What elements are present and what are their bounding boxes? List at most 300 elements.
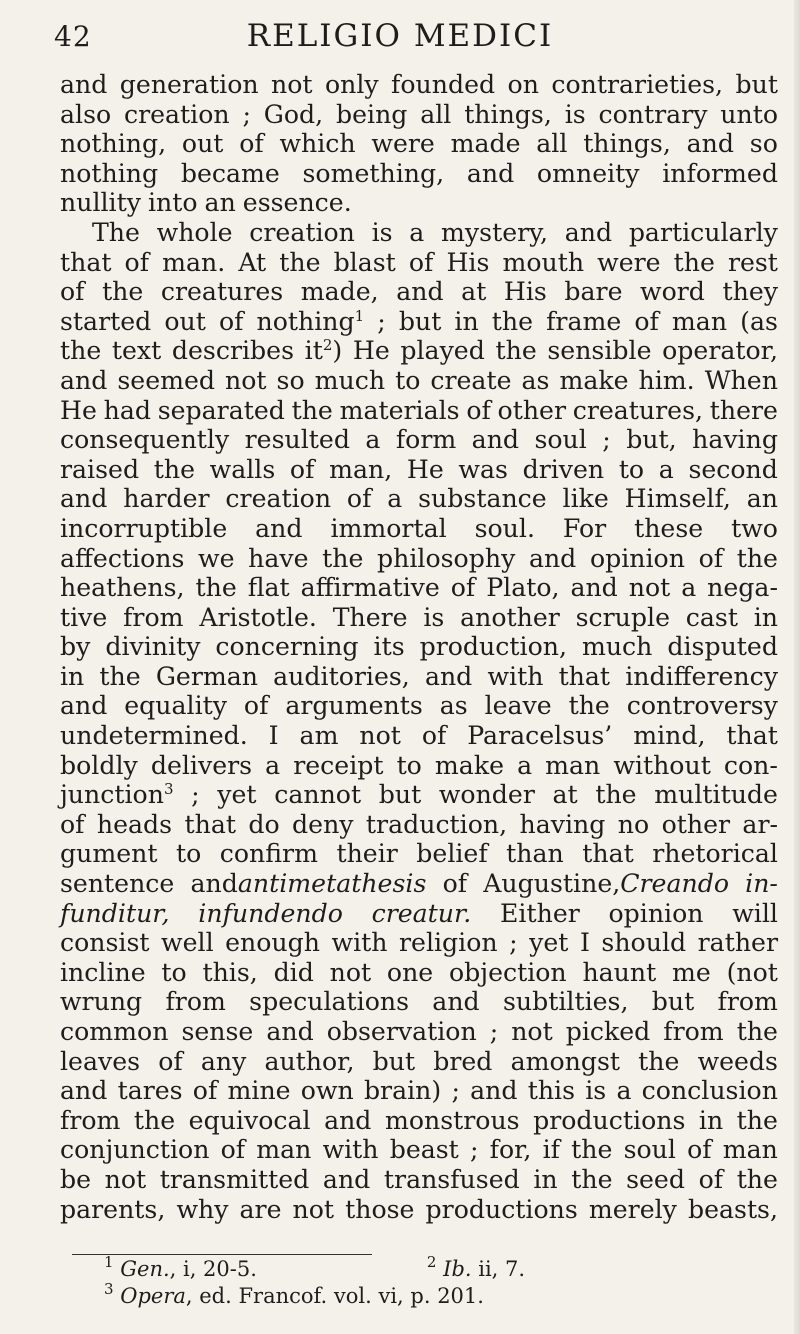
- word: [565, 218, 612, 248]
- word: [460, 603, 560, 633]
- word: [688, 1195, 778, 1225]
- word: [160, 1165, 310, 1195]
- word: [705, 366, 778, 396]
- text-run: from: [123, 602, 184, 632]
- text-run: also: [60, 99, 112, 129]
- text-line: [60, 1135, 778, 1165]
- text-run: that: [60, 247, 112, 277]
- text-run: subtilties,: [502, 987, 629, 1017]
- text-run: indifferency: [625, 661, 778, 691]
- text-run: word: [640, 277, 705, 307]
- word: [475, 514, 535, 544]
- word: [279, 248, 320, 278]
- text-run: and: [466, 158, 515, 188]
- word: [60, 248, 111, 278]
- text-run: contrary: [598, 99, 708, 129]
- text-run: the: [322, 543, 364, 573]
- word: [566, 1017, 651, 1047]
- word: [692, 425, 778, 455]
- text-run: Either: [500, 898, 580, 928]
- word: [181, 159, 280, 189]
- word: [176, 1195, 228, 1225]
- text-run: creation: [123, 99, 230, 129]
- word: [731, 514, 778, 544]
- word: [467, 721, 612, 751]
- word: [495, 336, 536, 366]
- word: [674, 248, 715, 278]
- text-line: [60, 869, 778, 899]
- word: [490, 1135, 532, 1165]
- word: [301, 1076, 354, 1106]
- word: [215, 632, 358, 662]
- word: [590, 544, 685, 574]
- word: [659, 455, 674, 485]
- word: [228, 1076, 291, 1106]
- text-run: not: [329, 957, 372, 987]
- text-line: [60, 958, 778, 988]
- word: [332, 928, 388, 958]
- text-run: productions: [533, 1105, 686, 1135]
- text-run: whole: [156, 217, 233, 247]
- text-line: [60, 662, 778, 692]
- word: [377, 544, 515, 574]
- word: [124, 691, 227, 721]
- text-run: God,: [263, 99, 324, 129]
- word: [686, 603, 738, 633]
- text-run: monstrous: [384, 1105, 520, 1135]
- word: [559, 662, 610, 692]
- text-run: transmitted: [159, 1164, 310, 1194]
- word: [511, 1017, 553, 1047]
- text-run: with: [487, 661, 544, 691]
- page-header: [0, 14, 800, 58]
- word: [245, 425, 350, 455]
- text-run: out: [164, 306, 206, 336]
- text-run: the: [736, 1105, 778, 1135]
- text-run: receipt: [293, 750, 384, 780]
- text-run: of: [421, 721, 447, 751]
- text-run: in: [753, 602, 778, 632]
- word: [325, 70, 379, 100]
- word: [265, 751, 280, 781]
- text-run: second: [688, 454, 778, 484]
- word: [595, 780, 636, 810]
- text-line: [60, 721, 778, 751]
- text-run: mystery,: [441, 217, 549, 247]
- text-run: no: [617, 809, 650, 839]
- footnote-ref: , ed. Francof. vol. vi, p. 201.: [185, 1284, 484, 1308]
- word: [105, 632, 200, 662]
- text-run: belief: [416, 839, 488, 869]
- text-line: [60, 307, 778, 337]
- text-run: a: [616, 1076, 632, 1106]
- word: [629, 573, 671, 603]
- text-run: from: [663, 1017, 724, 1046]
- text-run: the: [736, 1164, 778, 1194]
- word: [503, 987, 629, 1017]
- text-run: a: [409, 217, 425, 247]
- text-run: bare: [564, 277, 623, 307]
- text-line: [60, 159, 778, 189]
- text-run: that: [582, 839, 634, 869]
- word: [433, 1047, 492, 1077]
- text-run: another: [460, 602, 560, 632]
- word: [502, 248, 584, 278]
- word: [435, 751, 504, 781]
- text-run: the: [736, 543, 778, 573]
- word: [198, 544, 234, 574]
- text-run: the: [638, 1046, 680, 1076]
- word: [624, 1135, 676, 1165]
- word: [754, 603, 778, 633]
- word: [191, 869, 427, 899]
- word: [60, 336, 101, 366]
- word: [249, 218, 355, 248]
- text-run: the: [673, 247, 715, 277]
- text-line: [60, 573, 778, 603]
- word: [199, 603, 317, 633]
- word: [60, 484, 107, 514]
- text-run: seemed: [117, 365, 216, 395]
- italic-text: funditur,: [60, 898, 170, 928]
- word: [443, 869, 468, 899]
- body-text: [60, 70, 778, 1224]
- text-run: blast: [333, 247, 396, 277]
- text-run: He: [352, 336, 390, 366]
- italic-text: in-: [745, 869, 778, 899]
- text-run: contrarieties,: [551, 70, 724, 99]
- text-line: [60, 129, 778, 159]
- text-run: are: [239, 1194, 282, 1224]
- text-run: speculations: [249, 987, 410, 1017]
- word: [301, 573, 440, 603]
- word: [492, 307, 533, 337]
- word: [569, 691, 610, 721]
- text-run: well: [161, 928, 214, 958]
- word: [745, 869, 778, 899]
- text-line: [60, 366, 778, 396]
- word: [248, 573, 290, 603]
- text-run: on: [507, 70, 539, 99]
- text-run: with: [322, 1135, 379, 1165]
- word: [205, 188, 236, 218]
- text-run: delivers: [150, 750, 253, 780]
- text-run: not: [359, 721, 401, 751]
- text-run: and: [686, 129, 735, 159]
- running-title: RELIGIO MEDICI: [246, 18, 554, 54]
- text-run: observation: [326, 1017, 477, 1046]
- text-run: founded: [391, 70, 496, 99]
- text-line: [60, 810, 778, 840]
- text-run: ;: [489, 1017, 499, 1046]
- word: [506, 839, 564, 869]
- word: [377, 307, 386, 337]
- text-run: incorruptible: [60, 513, 228, 543]
- text-run: do: [248, 809, 280, 839]
- text-line: [60, 514, 778, 544]
- word: [333, 603, 408, 633]
- word: [374, 632, 405, 662]
- text-run: consequently: [60, 425, 230, 455]
- word: [737, 1165, 778, 1195]
- word: [416, 839, 487, 869]
- text-run: the: [153, 454, 195, 484]
- word: [125, 248, 150, 278]
- word: [608, 899, 703, 929]
- word: [60, 129, 166, 159]
- word: [639, 366, 695, 396]
- text-run: not: [292, 1194, 335, 1224]
- text-run: leave: [484, 691, 552, 721]
- text-run: Aristotle.: [199, 602, 317, 632]
- text-run: walls: [209, 454, 276, 484]
- text-run: is: [423, 602, 445, 632]
- word: [724, 751, 778, 781]
- word: [662, 159, 778, 189]
- text-run: consist: [60, 928, 150, 958]
- text-run: haunt: [582, 957, 657, 987]
- word: [225, 366, 267, 396]
- text-run: nothing: [256, 306, 355, 336]
- text-run: philosophy: [377, 543, 516, 573]
- word: [202, 958, 257, 988]
- text-run: confirm: [219, 839, 318, 869]
- word: [148, 188, 198, 218]
- word: [158, 1047, 183, 1077]
- word: [629, 218, 778, 248]
- text-run: were: [371, 129, 435, 159]
- word: junction3: [60, 780, 174, 810]
- word: [534, 425, 586, 455]
- text-run: German: [155, 661, 259, 691]
- word: [60, 899, 170, 929]
- text-run: the: [60, 336, 102, 366]
- word: [198, 899, 343, 929]
- word: [60, 544, 184, 574]
- word: [315, 366, 385, 396]
- footnote-source: Ib.: [443, 1257, 472, 1281]
- text-run: rather: [697, 928, 778, 958]
- word: [634, 514, 703, 544]
- text-run: all: [536, 129, 568, 159]
- text-run: without: [613, 750, 711, 780]
- text-line: [60, 987, 778, 1017]
- word: [451, 129, 521, 159]
- text-run: should: [601, 928, 687, 958]
- word: [551, 70, 723, 100]
- text-run: of: [60, 809, 85, 839]
- text-run: of: [634, 306, 659, 336]
- word: [418, 484, 547, 514]
- word: [330, 514, 446, 544]
- text-run: not: [104, 1164, 147, 1194]
- text-line: [60, 100, 778, 130]
- word: [172, 336, 294, 366]
- text-line: [60, 751, 778, 781]
- word: [248, 544, 308, 574]
- word: [720, 100, 778, 130]
- text-run: heads: [96, 809, 173, 839]
- word: [529, 928, 568, 958]
- text-run: of: [698, 543, 724, 573]
- text-line: [60, 928, 778, 958]
- word: [633, 721, 705, 751]
- word: [509, 928, 518, 958]
- word: [242, 100, 251, 130]
- text-run: in: [698, 1105, 724, 1135]
- text-run: is: [585, 1076, 607, 1106]
- text-run: as: [521, 365, 550, 395]
- word: [449, 958, 567, 988]
- text-run: so: [276, 365, 305, 395]
- word: [589, 1195, 677, 1225]
- word: [625, 662, 778, 692]
- text-run: things,: [583, 129, 671, 159]
- text-run: wonder: [438, 780, 535, 810]
- word: [322, 544, 363, 574]
- text-run: these: [634, 513, 704, 543]
- word: [157, 218, 233, 248]
- word: [60, 159, 158, 189]
- text-run: and: [324, 1105, 372, 1135]
- text-run: to: [161, 957, 187, 987]
- word: [60, 632, 90, 662]
- word: [60, 1106, 120, 1136]
- text-run: man: [545, 750, 601, 780]
- text-run: me: [672, 957, 711, 987]
- word: [553, 780, 578, 810]
- word: [423, 603, 444, 633]
- text-run: materials: [339, 395, 460, 425]
- word: [60, 958, 146, 988]
- text-run: only: [324, 70, 379, 99]
- word: [626, 1165, 685, 1195]
- text-run: why: [176, 1194, 229, 1224]
- text-run: a: [387, 484, 403, 514]
- text-run: made: [450, 129, 521, 159]
- word: [602, 425, 611, 455]
- word: [219, 307, 244, 337]
- text-run: those: [345, 1194, 415, 1224]
- word: [582, 632, 652, 662]
- word: [285, 691, 422, 721]
- word: [533, 1165, 557, 1195]
- text-run: in: [60, 661, 85, 691]
- text-run: I: [579, 928, 590, 958]
- word: [559, 366, 628, 396]
- word: [458, 455, 508, 485]
- word: [164, 307, 206, 337]
- word: [451, 1076, 460, 1106]
- text-run: soul: [623, 1135, 676, 1165]
- text-run: At: [238, 247, 267, 277]
- word: [271, 70, 313, 100]
- word: [60, 928, 150, 958]
- text-run: man: [722, 1135, 778, 1165]
- text-run: auditories,: [273, 661, 410, 691]
- word: [582, 958, 656, 988]
- text-run: if: [542, 1135, 560, 1165]
- text-run: and: [424, 661, 473, 691]
- word: [638, 1047, 679, 1077]
- text-run: but: [398, 306, 442, 336]
- text-run: unto: [720, 99, 778, 129]
- italic-text: creatur.: [371, 898, 472, 928]
- word: [373, 1047, 415, 1077]
- text-run: the: [495, 336, 537, 366]
- text-run: mouth: [502, 247, 585, 277]
- text-run: and: [564, 217, 613, 247]
- text-run: generation: [119, 70, 259, 99]
- word: [340, 396, 460, 426]
- text-line: [60, 455, 778, 485]
- word: [520, 810, 606, 840]
- text-run: had: [103, 395, 151, 425]
- word: [151, 751, 252, 781]
- text-line: [60, 1195, 778, 1225]
- word: [508, 70, 539, 100]
- footnote-rule: [72, 1254, 372, 1255]
- text-run: creation: [249, 217, 355, 247]
- text-run: He: [60, 395, 97, 425]
- text-line: [60, 396, 778, 426]
- text-run: other: [661, 809, 731, 839]
- text-run: driven: [522, 454, 605, 484]
- word: [396, 277, 443, 307]
- text-run: not: [628, 573, 671, 603]
- text-run: For: [562, 513, 607, 543]
- text-run: of: [289, 454, 315, 484]
- word: [364, 1076, 441, 1106]
- word: [619, 455, 644, 485]
- word: [547, 336, 651, 366]
- word: [303, 159, 445, 189]
- text-run: a: [658, 454, 674, 484]
- word: [156, 662, 258, 692]
- text-run: a: [265, 750, 281, 780]
- text-run: own: [300, 1076, 354, 1106]
- word: [60, 455, 139, 485]
- word: [616, 1076, 631, 1106]
- text-run: make: [434, 750, 504, 780]
- text-run: productions: [425, 1194, 578, 1224]
- word: [264, 1047, 354, 1077]
- text-run: from: [60, 1105, 121, 1135]
- text-run: and: [255, 513, 303, 543]
- word: [699, 1106, 723, 1136]
- word: [536, 129, 567, 159]
- text-line: [60, 484, 778, 514]
- word: [698, 1047, 778, 1077]
- text-run: of: [243, 691, 269, 721]
- text-run: affections: [60, 543, 185, 573]
- text-run: make: [559, 365, 629, 395]
- word: [345, 1195, 414, 1225]
- text-run: creatures,: [572, 395, 704, 425]
- text-run: of: [442, 869, 468, 899]
- word: [60, 751, 138, 781]
- word: [161, 277, 283, 307]
- text-run: cannot: [274, 780, 362, 810]
- text-run: bred: [433, 1046, 493, 1076]
- word: [533, 1106, 685, 1136]
- text-run: the: [571, 1164, 613, 1194]
- text-run: of: [124, 247, 150, 277]
- text-run: Augustine,: [483, 869, 621, 899]
- text-run: to: [395, 365, 421, 395]
- word: [243, 188, 352, 218]
- word: [371, 129, 434, 159]
